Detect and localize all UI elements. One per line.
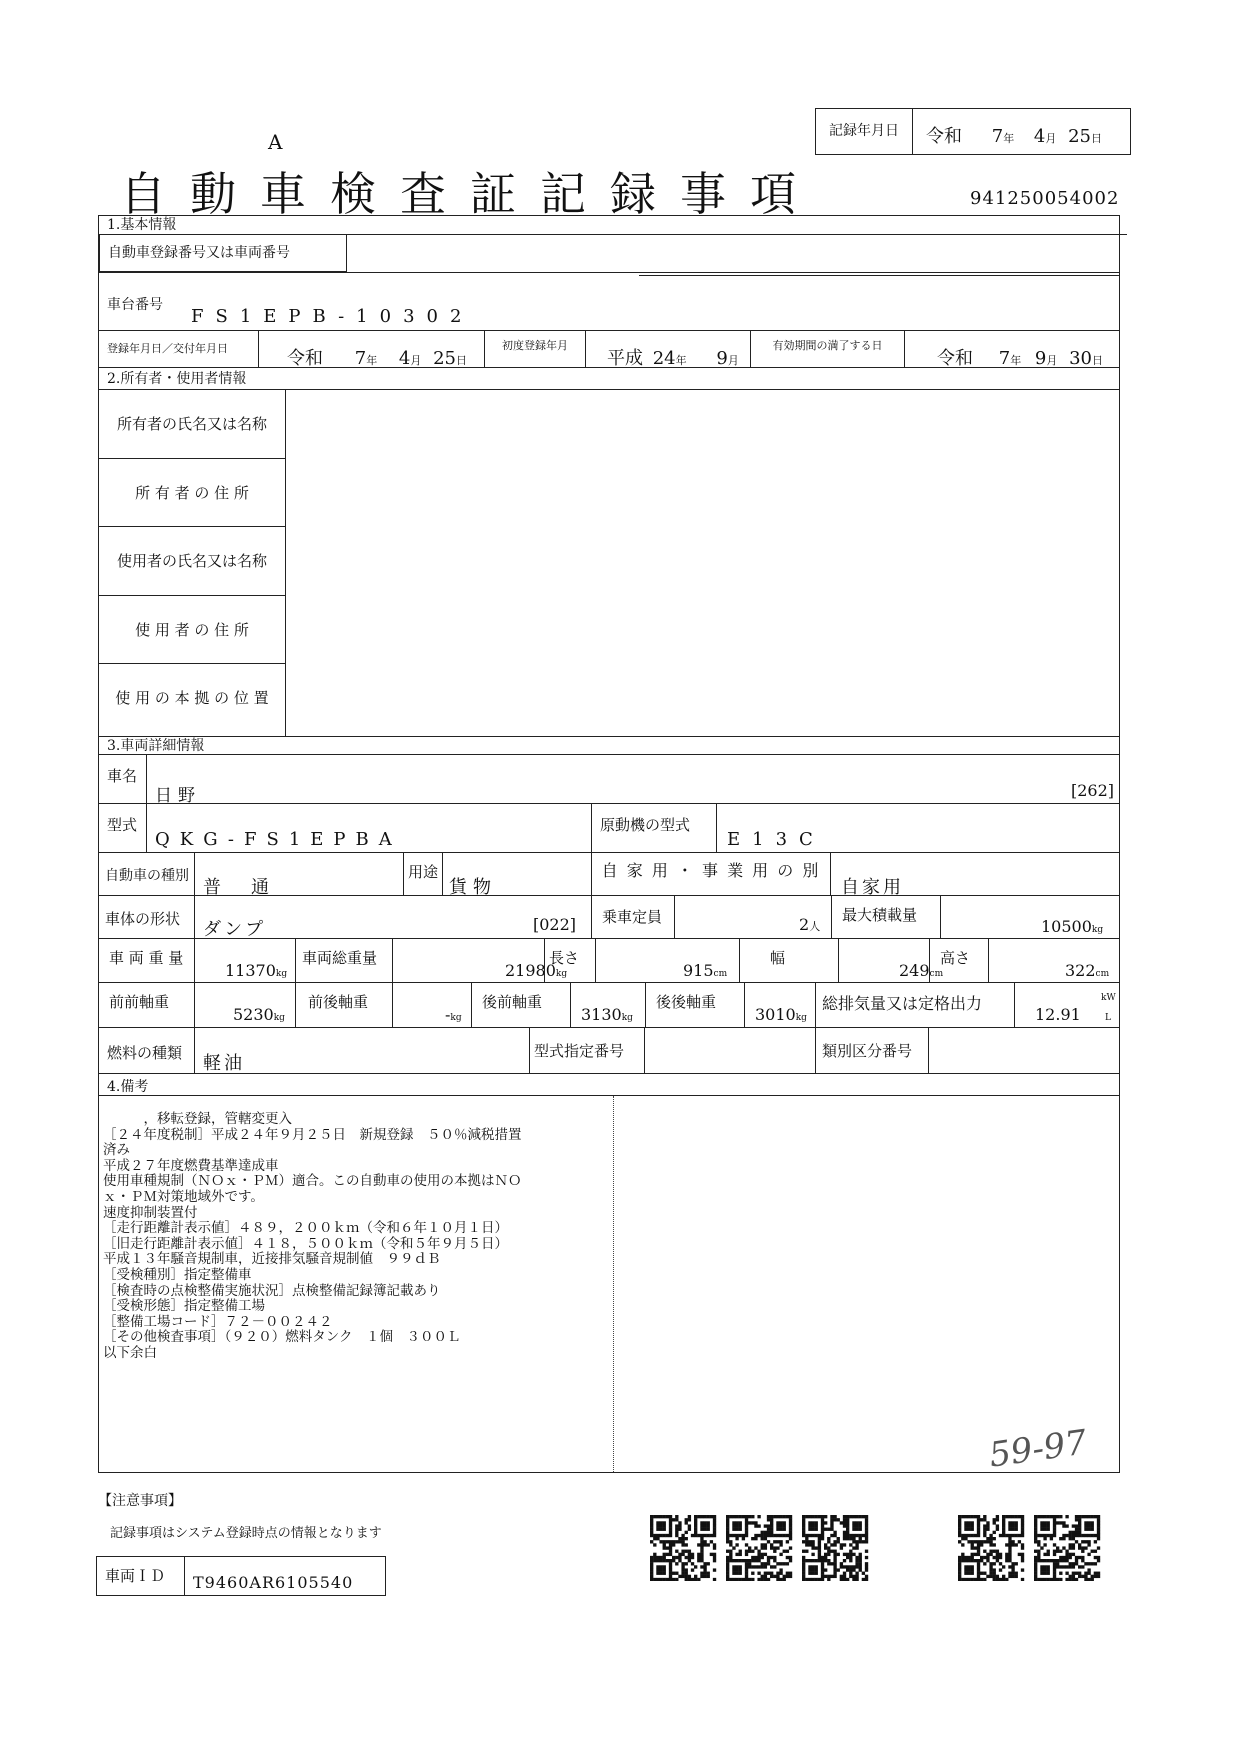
model-value: QKG-FS1EPBA xyxy=(155,829,402,850)
gross-weight-label: 車両総重量 xyxy=(295,939,393,982)
fuel-value: 軽油 xyxy=(203,1053,245,1074)
vehicle-id-box xyxy=(96,1556,386,1596)
base-location-label: 使 用 の 本 拠 の 位 置 xyxy=(115,689,269,707)
displacement-label: 総排気量又は定格出力 xyxy=(815,983,1015,1027)
remarks-line: 平成２７年度燃費基準達成車 xyxy=(103,1157,279,1174)
car-name-value: 日野 xyxy=(155,786,201,806)
record-date-box xyxy=(815,108,1131,155)
displacement-unit-l: L xyxy=(1105,1013,1111,1023)
record-date-value: 令和 7年 4月 25日 xyxy=(926,126,1103,147)
rr-axle-label: 後後軸重 xyxy=(645,983,745,1027)
section-vehicle-details xyxy=(98,736,1120,1074)
rr-axle-value: 3010kg xyxy=(755,1005,807,1024)
width-label: 幅 xyxy=(739,939,839,982)
fr-axle-value: -kg xyxy=(445,1005,462,1024)
remarks-header-line xyxy=(99,1095,1119,1096)
remarks-line: ［２４年度税制］平成２４年９月２５日 新規登録 ５０％減税措置 xyxy=(103,1126,522,1143)
reg-number-underline xyxy=(639,274,1119,276)
remarks-text xyxy=(103,1112,522,1362)
owner-address-label: 所 有 者 の 住 所 xyxy=(99,459,285,527)
remarks-line: ［その他検査事項］（９２０）燃料タンク １個 ３００Ｌ xyxy=(103,1329,461,1346)
section4-heading: 4.備考 xyxy=(107,1079,149,1095)
remarks-line: ［受検種別］指定整備車 xyxy=(103,1266,252,1283)
gross-weight-value: 21980kg xyxy=(505,961,568,980)
section2-heading: 2.所有者・使用者情報 xyxy=(99,368,1119,390)
remarks-line: 済み xyxy=(103,1142,130,1159)
length-label: 長さ xyxy=(544,939,596,982)
body-label: 車体の形状 xyxy=(99,896,195,938)
vehicle-id-value: T9460AR6105540 xyxy=(193,1573,354,1592)
handwritten-note: 59-97 xyxy=(986,1422,1090,1476)
remarks-divider xyxy=(613,1096,614,1472)
displacement-value: 12.91 xyxy=(1035,1005,1081,1024)
reg-date-label: 登録年月日／交付年月日 xyxy=(99,331,259,367)
capacity-label: 乗車定員 xyxy=(591,896,675,938)
car-name-label: 車名 xyxy=(99,755,147,803)
max-load-label: 最大積載量 xyxy=(831,896,941,938)
type-number-label: 型式指定番号 xyxy=(529,1028,645,1073)
user-name-label: 使用者の氏名又は名称 xyxy=(99,527,285,596)
remarks-line: 以下余白 xyxy=(103,1344,157,1361)
ff-axle-value: 5230kg xyxy=(233,1005,285,1024)
record-date-label: 記録年月日 xyxy=(816,109,913,154)
first-reg-value: 平成 24年 9月 xyxy=(607,348,739,369)
user-address-label: 使 用 者 の 住 所 xyxy=(99,596,285,664)
section-remarks xyxy=(98,1074,1120,1476)
car-name-code: [262] xyxy=(1071,781,1115,800)
remarks-line: 速度抑制装置付 xyxy=(103,1204,198,1221)
chassis-label: 車台番号 xyxy=(107,297,163,313)
fr-axle-label: 前後軸重 xyxy=(295,983,393,1027)
notes-heading: 【注意事項】 xyxy=(98,1493,182,1509)
engine-label: 原動機の型式 xyxy=(591,804,717,852)
reg-date-value: 令和 7年 4月 25日 xyxy=(287,348,468,369)
first-reg-label: 初度登録年月 xyxy=(484,331,586,367)
capacity-value: 2人 xyxy=(799,915,821,934)
height-label: 高さ xyxy=(929,939,989,982)
rf-axle-label: 後前軸重 xyxy=(471,983,571,1027)
copy-mark: A xyxy=(268,130,283,154)
expiry-value: 令和 7年 9月 30日 xyxy=(937,348,1104,369)
notes-text: 記録事項はシステム登録時点の情報となります xyxy=(110,1526,382,1541)
kind-label: 自動車の種別 xyxy=(99,853,195,895)
qr-code-icon xyxy=(958,1515,1102,1581)
remarks-line: ，移転登録，管轄変更入 xyxy=(103,1111,292,1127)
qr-code-icon xyxy=(650,1515,870,1581)
expiry-label: 有効期間の満了する日 xyxy=(750,331,905,367)
owner-name-label: 所有者の氏名又は名称 xyxy=(99,390,285,459)
weight-value: 11370kg xyxy=(225,961,288,980)
section3-heading: 3.車両詳細情報 xyxy=(99,737,1119,755)
page-title: 自動車検査証記録事項 xyxy=(120,167,820,221)
reg-number-label: 自動車登録番号又は車両番号 xyxy=(99,234,347,272)
model-label: 型式 xyxy=(99,804,147,852)
engine-value: E13C xyxy=(727,829,825,850)
section1-heading: 1.基本情報 xyxy=(99,216,1127,235)
height-value: 322cm xyxy=(1065,961,1110,980)
ff-axle-label: 前前軸重 xyxy=(99,983,195,1027)
remarks-line: 平成１３年騒音規制車，近接排気騒音規制値 ９９ｄＢ xyxy=(103,1251,441,1268)
chassis-row xyxy=(99,272,1119,274)
chassis-value: FS1EPB-10302 xyxy=(191,306,474,327)
width-value: 249cm xyxy=(899,961,944,980)
remarks-line: ｘ・ＰＭ対策地域外です。 xyxy=(103,1188,264,1205)
rf-axle-value: 3130kg xyxy=(581,1005,633,1024)
remarks-line: ［検査時の点検整備実施状況］点検整備記録簿記載あり xyxy=(103,1282,441,1299)
kind-value: 普 通 xyxy=(203,877,275,898)
displacement-unit-kw: kW xyxy=(1101,993,1116,1003)
use-value: 貨物 xyxy=(449,877,497,898)
fuel-label: 燃料の種類 xyxy=(99,1028,195,1073)
section-basic-info xyxy=(98,215,1120,368)
body-code: [022] xyxy=(533,915,577,934)
remarks-line: ［整備工場コード］７２－００２４２ xyxy=(103,1313,333,1330)
class-number-label: 類別区分番号 xyxy=(815,1028,929,1073)
private-label: 自 家 用 ・ 事 業 用 の 別 xyxy=(591,853,831,895)
body-value: ダンプ xyxy=(203,919,267,940)
remarks-line: ［旧走行距離計表示値］４１８，５００ｋｍ（令和５年９月５日） xyxy=(103,1235,508,1252)
section-owner-info xyxy=(98,368,1120,736)
max-load-value: 10500kg xyxy=(1041,917,1104,936)
use-label: 用途 xyxy=(403,853,443,895)
vehicle-id-label: 車両ＩＤ xyxy=(97,1557,185,1595)
length-value: 915cm xyxy=(683,961,728,980)
remarks-line: ［受検形態］指定整備工場 xyxy=(103,1298,265,1315)
remarks-line: ［走行距離計表示値］４８９，２００ｋｍ（令和６年１０月１日） xyxy=(103,1220,508,1237)
remarks-line: 使用車種規制（ＮＯｘ・ＰＭ）適合。この自動車の使用の本拠はＮＯ xyxy=(103,1173,522,1190)
weight-label: 車 両 重 量 xyxy=(99,939,195,982)
private-value: 自家用 xyxy=(841,877,904,898)
doc-number: 941250054002 xyxy=(970,188,1120,209)
